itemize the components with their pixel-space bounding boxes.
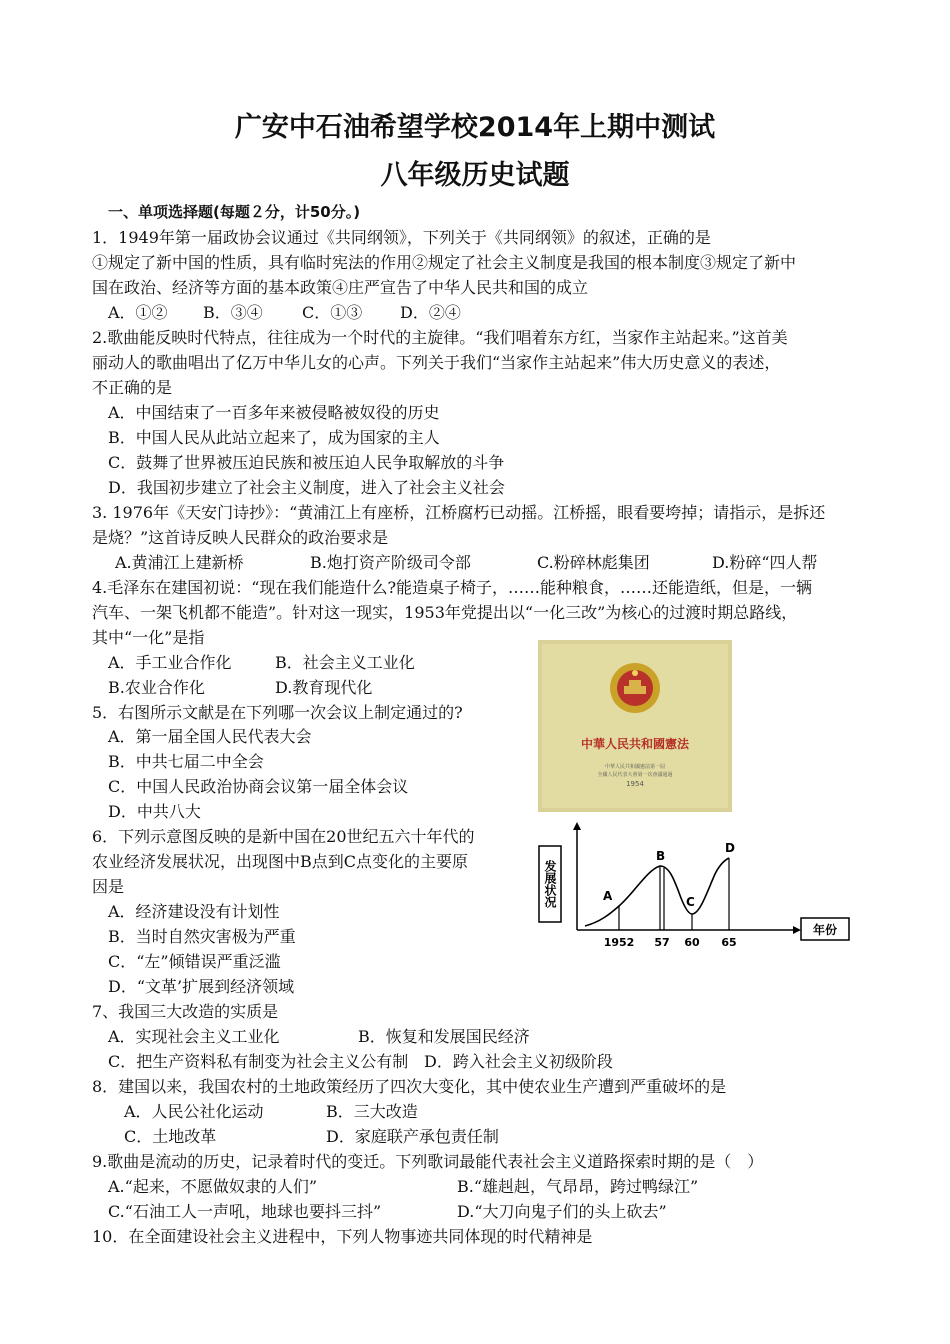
q4-line2: 汽车、一架飞机都不能造”。针对这一现实，1953年党提出以“一化三改”为核心的过渡时期总路线， <box>92 603 798 622</box>
q9-option-b: B.“雄赳赳，气昂昂，跨过鸭绿江” <box>457 1177 699 1196</box>
q1-line2: ①规定了新中国的性质，具有临时宪法的作用②规定了社会主义制度是我国的根本制度③规定了新中 <box>92 253 797 272</box>
q4-option-a: A．手工业合作化 <box>108 653 232 672</box>
q1-option-d: D．②④ <box>400 303 461 322</box>
q9-option-d: D.“大刀向鬼子们的头上砍去” <box>457 1202 667 1221</box>
chart-ylabel: 发展状况 <box>543 860 557 908</box>
q9-option-c: C.“石油工人一声吼，地球也要抖三抖” <box>108 1202 382 1221</box>
q6-option-d: D．“文革’扩展到经济领域 <box>108 977 295 996</box>
q5-option-d: D．中共八大 <box>108 802 201 821</box>
point-label-d: D <box>725 841 735 855</box>
q2-line1: 2.歌曲能反映时代特点，往往成为一个时代的主旋律。“我们唱着东方红，当家作主站起来。”这首美 <box>92 328 788 347</box>
q3-option-a: A.黄浦江上建新桥 <box>115 553 244 572</box>
q1-option-c: C．①③ <box>302 303 363 322</box>
y-axis-arrow <box>573 822 581 830</box>
q2-option-d: D．我国初步建立了社会主义制度，进入了社会主义社会 <box>108 478 505 497</box>
q9-stem: 9.歌曲是流动的历史，记录着时代的变迁。下列歌词最能代表社会主义道路探索时期的是（ ） <box>92 1152 764 1171</box>
q9-option-a: A.“起来，不愿做奴隶的人们” <box>108 1177 318 1196</box>
q3-option-d: D.粉碎“四人帮 <box>712 553 818 572</box>
q2-option-c: C．鼓舞了世界被压迫民族和被压迫人民争取解放的斗争 <box>108 453 505 472</box>
q6-line2: 农业经济发展状况，出现图中B点到C点变化的主要原 <box>92 852 469 871</box>
photo-title: 中華人民共和國憲法 <box>580 737 690 751</box>
point-label-a: A <box>603 889 613 903</box>
q6-option-c: C．“左”倾错误严重泛滥 <box>108 952 281 971</box>
x-tick-60: 60 <box>684 936 700 949</box>
photo-caption-1: 中華人民共和國憲法第一屆 <box>604 764 666 770</box>
q5-option-c: C．中国人民政治协商会议第一届全体会议 <box>108 777 409 796</box>
point-label-c: C <box>686 895 695 909</box>
q3-option-b: B.炮打资产阶级司令部 <box>310 553 471 572</box>
q7-stem: 7、我国三大改造的实质是 <box>92 1002 279 1021</box>
agriculture-development-chart <box>535 822 855 950</box>
q1-line3: 国在政治、经济等方面的基本政策④庄严宣告了中华人民共和国的成立 <box>92 278 589 297</box>
q4-option-d: D.教育现代化 <box>275 678 373 697</box>
q6-option-b: B．当时自然灾害极为严重 <box>108 927 296 946</box>
section-heading: 一、单项选择题(每题２分，计50分。) <box>108 203 361 221</box>
q6-option-a: A．经济建设没有计划性 <box>108 902 280 921</box>
q4-option-c: B.农业合作化 <box>108 678 205 697</box>
q8-option-d: D．家庭联产承包责任制 <box>326 1127 499 1146</box>
q10-stem: 10．在全面建设社会主义进程中，下列人物事迹共同体现的时代精神是 <box>92 1227 593 1246</box>
q1-option-b: B．③④ <box>203 303 263 322</box>
q8-option-c: C．土地改革 <box>124 1127 217 1146</box>
q1-stem: 1．1949年第一届政协会议通过《共同纲领》，下列关于《共同纲领》的叙述，正确的是 <box>92 228 711 247</box>
photo-year: 1954 <box>626 780 644 788</box>
x-axis-arrow <box>793 926 801 934</box>
q8-option-a: A．人民公社化运动 <box>124 1102 264 1121</box>
q2-line3: 不正确的是 <box>92 378 173 397</box>
q2-option-a: A．中国结束了一百多年来被侵略被奴役的历史 <box>108 403 440 422</box>
q6-line1: 6．下列示意图反映的是新中国在20世纪五六十年代的 <box>92 827 475 846</box>
q4-line3: 其中“一化”是指 <box>92 628 205 647</box>
point-label-b: B <box>656 849 666 863</box>
x-tick-57: 57 <box>654 936 670 949</box>
q7-option-d: D．跨入社会主义初级阶段 <box>424 1052 613 1071</box>
exam-title: 广安中石油希望学校2014年上期中测试 <box>234 112 716 143</box>
x-tick-1952: 1952 <box>603 936 635 949</box>
exam-subtitle: 八年级历史试题 <box>380 160 570 191</box>
q2-option-b: B．中国人民从此站立起来了，成为国家的主人 <box>108 428 440 447</box>
q4-option-b: B．社会主义工业化 <box>275 653 415 672</box>
q3-line1: 3. 1976年《天安门诗抄》：“黄浦江上有座桥，江桥腐朽已动摇。江桥摇，眼看要垮掉；请指示，是拆还 <box>92 503 826 522</box>
q5-option-a: A．第一届全国人民代表大会 <box>108 727 312 746</box>
q8-option-b: B．三大改造 <box>326 1102 418 1121</box>
q4-line1: 4.毛泽东在建国初说：“现在我们能造什么?能造桌子椅子，……能种粮食，……还能造纸，但是，一辆 <box>92 578 813 597</box>
q5-stem: 5．右图所示文献是在下列哪一次会议上制定通过的? <box>92 703 463 722</box>
q3-line2: 是烧？”这首诗反映人民群众的政治要求是 <box>92 528 389 547</box>
q6-line3: 因是 <box>92 877 125 896</box>
q5-option-b: B．中共七届二中全会 <box>108 752 264 771</box>
q7-option-a: A．实现社会主义工业化 <box>108 1027 280 1046</box>
q2-line2: 丽动人的歌曲唱出了亿万中华儿女的心声。下列关于我们“当家作主站起来”伟大历史意义的表述， <box>92 353 781 372</box>
q7-option-b: B．恢复和发展国民经济 <box>358 1027 530 1046</box>
x-tick-65: 65 <box>721 936 737 949</box>
q1-option-a: A．①② <box>108 303 168 322</box>
q3-option-c: C.粉碎林彪集团 <box>537 553 650 572</box>
q8-stem: 8．建国以来，我国农村的土地政策经历了四次大变化，其中使农业生产遭到严重破坏的是 <box>92 1077 727 1096</box>
chart-xlabel: 年份 <box>812 923 838 937</box>
constitution-document-photo <box>538 640 732 812</box>
q7-option-c: C．把生产资料私有制变为社会主义公有制 <box>108 1052 409 1071</box>
photo-caption-2: 全國人民代表大會第一次會議通過 <box>597 772 673 778</box>
national-emblem-icon <box>610 663 660 713</box>
